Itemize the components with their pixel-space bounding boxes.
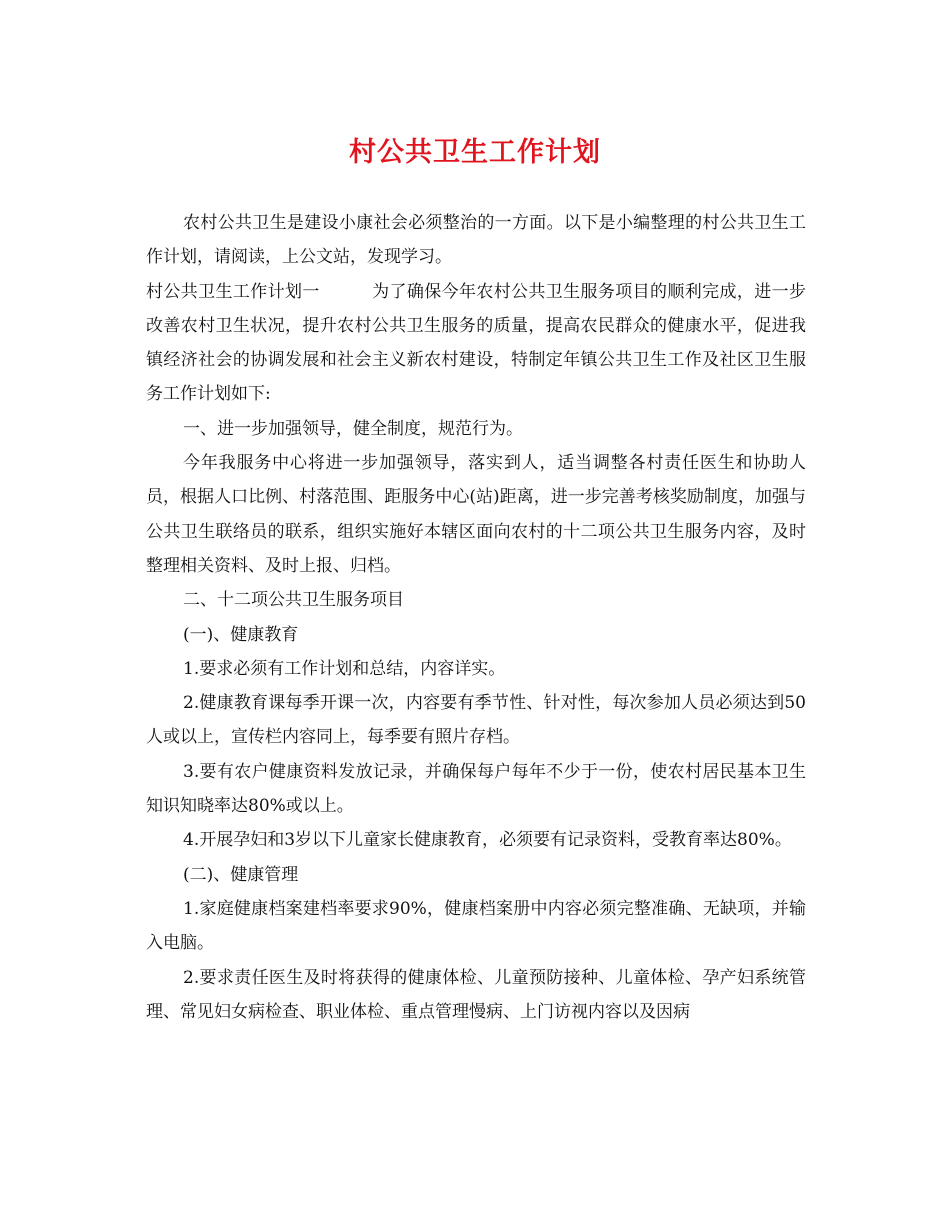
section1-paragraph: 今年我服务中心将进一步加强领导，落实到人，适当调整各村责任医生和协助人员，根据人口比例、村落范围、距服务中心(站)距离，进一步完善考核奖励制度，加强与公共卫生联络员的联系，组织实施好本辖区面向农村的十二项公共卫生服务内容，及时整理相关资料、及时上报、归档。 (146, 453, 806, 576)
intro-paragraph: 农村公共卫生是建设小康社会必须整治的一方面。以下是小编整理的村公共卫生工作计划，请阅读，上公文站，发现学习。 (146, 213, 806, 268)
section2-heading: 二、十二项公共卫生服务项目 (183, 590, 404, 611)
section1-heading: 一、进一步加强领导，健全制度，规范行为。 (183, 418, 523, 439)
subsection2-item-1: 1.家庭健康档案建档率要求90%，健康档案册中内容必须完整准确、无缺项，并输入电脑。 (146, 898, 806, 954)
subsection1-item-2: 2.健康教育课每季开课一次，内容要有季节性、针对性，每次参加人员必须达到50人或以上，宣传栏内容同上，每季要有照片存档。 (146, 693, 806, 748)
document-body (146, 206, 806, 1029)
subsection1-heading: (一)、健康教育 (183, 624, 299, 645)
plan-one-paragraph (146, 275, 806, 412)
subsection1-item-4: 4.开展孕妇和3岁以下儿童家长健康教育，必须要有记录资料，受教育率达80%。 (183, 830, 792, 851)
plan-one-label: 村公共卫生工作计划一 (146, 281, 320, 302)
plan-one-text: 为了确保今年农村公共卫生服务项目的顺利完成，进一步改善农村卫生状况，提升农村公共卫生服务的质量，提高农民群众的健康水平，促进我镇经济社会的协调发展和社会主义新农村建设，特制定年镇公共卫生工作及社区卫生服务工作计划如下: (146, 281, 807, 405)
subsection1-item-1: 1.要求必须有工作计划和总结，内容详实。 (183, 658, 506, 679)
subsection2-heading: (二)、健康管理 (183, 864, 299, 885)
subsection1-item-3: 3.要有农户健康资料发放记录，并确保每户每年不少于一份，使农村居民基本卫生知识知晓率达80%或以上。 (146, 761, 806, 817)
document-title: 村公共卫生工作计划 (349, 137, 601, 168)
subsection2-item-2: 2.要求责任医生及时将获得的健康体检、儿童预防接种、儿童体检、孕产妇系统管理、常见妇女病检查、职业体检、重点管理慢病、上门访视内容以及因病 (146, 967, 806, 1022)
